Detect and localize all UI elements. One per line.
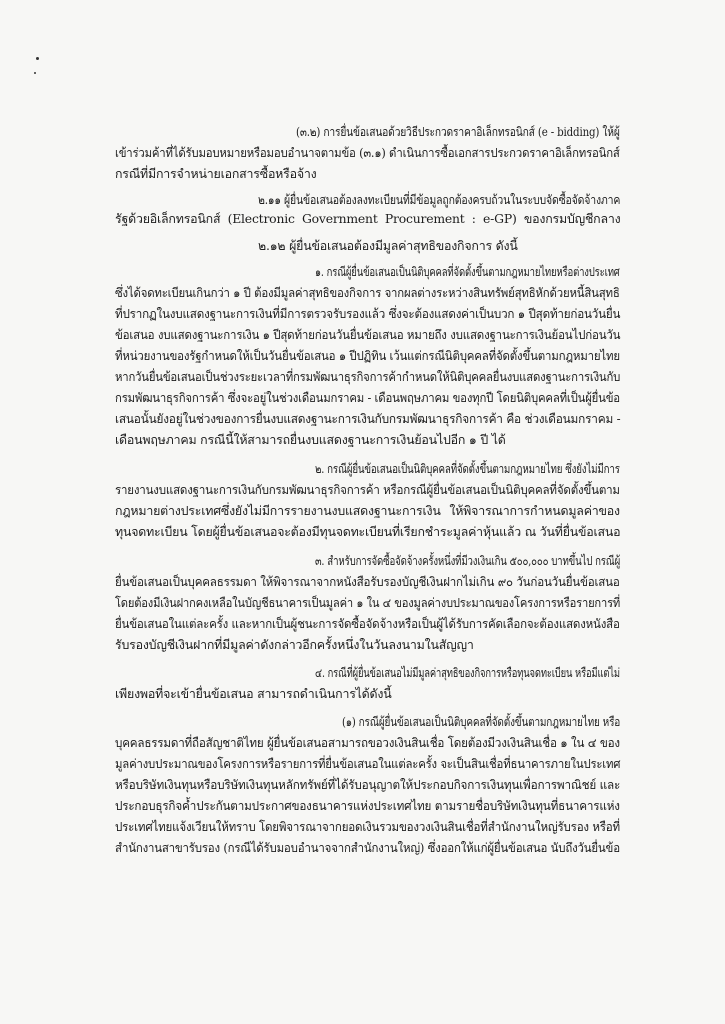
text-line: ซึ่งได้จดทะเบียนเกินกว่า ๑ ปี ต้องมีมูลค่าสุทธิของกิจการ จากผลต่างระหว่างสินทรัพย์สุทธิหักด้วยหนี้สินสุทธิ [115, 285, 620, 300]
text-line: เข้าร่วมค้าที่ได้รับมอบหมายหรือมอบอำนาจตามข้อ (๓.๑) ดำเนินการซื้อเอกสารประกวดราคาอิเล็กทรอนิกส์ [115, 145, 620, 160]
text-line: มูลค่างบประมาณของโครงการหรือรายการที่ยื่นข้อเสนอในแต่ละครั้ง จะเป็นสินเชื่อที่ธนาคารภายในประเทศ [115, 756, 621, 771]
text-line: ที่ปรากฏในงบแสดงฐานะการเงินที่มีการตรวจรับรองแล้ว ซึ่งจะต้องแสดงค่าเป็นบวก ๑ ปีสุดท้ายก่อนวันยื่น [115, 306, 621, 321]
text-line: ๒. กรณีผู้ยื่นข้อเสนอเป็นนิติบุคคลที่จัดตั้งขึ้นตามกฎหมายไทย ซึ่งยังไม่มีการ [315, 461, 620, 476]
text-line: ๒.๑๑ ผู้ยื่นข้อเสนอต้องลงทะเบียนที่มีข้อมูลถูกต้องครบถ้วนในระบบจัดซื้อจัดจ้างภาค [258, 192, 621, 207]
text-line: ประเทศไทยแจ้งเวียนให้ทราบ โดยพิจารณาจากยอดเงินรวมของวงเงินสินเชื่อที่สำนักงานใหญ่รับรอง หรือที่ [115, 819, 620, 834]
text-line: หากวันยื่นข้อเสนอเป็นช่วงระยะเวลาที่กรมพัฒนาธุรกิจการค้ากำหนดให้นิติบุคคลยื่นงบแสดงฐานะการเงินกับ [115, 369, 621, 384]
text-line: (๑) กรณีผู้ยื่นข้อเสนอเป็นนิติบุคคลที่จัดตั้งขึ้นตามกฎหมายไทย หรือ [342, 714, 621, 729]
scan-speck [34, 72, 36, 74]
text-line: ๓. สำหรับการจัดซื้อจัดจ้างครั้งหนึ่งที่มีวงเงินเกิน ๕๐๐,๐๐๐ บาทขึ้นไป กรณีผู้ [315, 553, 621, 568]
text-line: กรมพัฒนาธุรกิจการค้า ซึ่งจะอยู่ในช่วงเดือนมกราคม - เดือนพฤษภาคม ของทุกปี โดยนิติบุคคลที่เป็นผู้ยื่นข้อ [115, 390, 620, 405]
text-line: ประกอบธุรกิจค้ำประกันตามประกาศของธนาคารแห่งประเทศไทย ตามรายชื่อบริษัทเงินทุนที่ธนาคารแห่ง [115, 798, 620, 813]
text-line: ยื่นข้อเสนอเป็นบุคคลธรรมดา ให้พิจารณาจากหนังสือรับรองบัญชีเงินฝากไม่เกิน ๙๐ วันก่อนวันยื่นข้อเสนอ [115, 574, 620, 589]
text-line: บุคคลธรรมดาที่ถือสัญชาติไทย ผู้ยื่นข้อเสนอสามารถขอวงเงินสินเชื่อ โดยต้องมีวงเงินสินเชื่อ ๑ ใน ๔ ของ [115, 735, 620, 750]
text-line: รายงานงบแสดงฐานะการเงินกับกรมพัฒนาธุรกิจการค้า หรือกรณีผู้ยื่นข้อเสนอเป็นนิติบุคคลที่จัดตั้งขึ้นตาม [115, 482, 620, 497]
text-line: สำนักงานสาขารับรอง (กรณีได้รับมอบอำนาจจากสำนักงานใหญ่) ซึ่งออกให้แก่ผู้ยื่นข้อเสนอ นับถึงวันยื่นข้อ [115, 840, 620, 855]
text-line: หรือบริษัทเงินทุนหรือบริษัทเงินทุนหลักทรัพย์ที่ได้รับอนุญาตให้ประกอบกิจการเงินทุนเพื่อการพาณิชย์ และ [115, 777, 621, 792]
text-line: รัฐด้วยอิเล็กทรอนิกส์ (Electronic Government Procurement : e-GP) ของกรมบัญชีกลาง [115, 211, 621, 226]
text-line: ที่หน่วยงานของรัฐกำหนดให้เป็นวันยื่นข้อเสนอ ๑ ปีปฏิทิน เว้นแต่กรณีนิติบุคคลที่จัดตั้งขึ้นตามกฎหมายไทย [115, 348, 620, 363]
text-line: รับรองบัญชีเงินฝากที่มีมูลค่าดังกล่าวอีกครั้งหนึ่งในวันลงนามในสัญญา [115, 637, 474, 652]
text-line: ๒.๑๒ ผู้ยื่นข้อเสนอต้องมีมูลค่าสุทธิของกิจการ ดังนี้ [258, 238, 518, 253]
text-line: ยื่นข้อเสนอในแต่ละครั้ง และหากเป็นผู้ชนะการจัดซื้อจัดจ้างหรือเป็นผู้ได้รับการคัดเลือกจะต้องแสดงหนังสือ [115, 616, 620, 631]
scan-speck [36, 57, 39, 60]
text-line: ๑. กรณีผู้ยื่นข้อเสนอเป็นนิติบุคคลที่จัดตั้งขึ้นตามกฎหมายไทยหรือต่างประเทศ [315, 264, 620, 279]
text-line: กฎหมายต่างประเทศซึ่งยังไม่มีการรายงานงบแสดงฐานะการเงิน ให้พิจารณาการกำหนดมูลค่าของ [115, 503, 620, 518]
text-line: โดยต้องมีเงินฝากคงเหลือในบัญชีธนาคารเป็นมูลค่า ๑ ใน ๔ ของมูลค่างบประมาณของโครงการหรือรายการที่ [115, 595, 621, 610]
text-line: ทุนจดทะเบียน โดยผู้ยื่นข้อเสนอจะต้องมีทุนจดทะเบียนที่เรียกชำระมูลค่าหุ้นแล้ว ณ วันที่ยื่นข้อเสนอ [115, 524, 621, 539]
text-line: เพียงพอที่จะเข้ายื่นข้อเสนอ สามารถดำเนินการได้ดังนี้ [115, 686, 392, 701]
text-line: กรณีที่มีการจำหน่ายเอกสารซื้อหรือจ้าง [115, 166, 317, 181]
text-line: เสนอนั้นยังอยู่ในช่วงของการยื่นงบแสดงฐานะการเงินกับกรมพัฒนาธุรกิจการค้า คือ ช่วงเดือนมกราคม - [115, 411, 621, 426]
text-line: ข้อเสนอ งบแสดงฐานะการเงิน ๑ ปีสุดท้ายก่อนวันยื่นข้อเสนอ หมายถึง งบแสดงฐานะการเงินย้อนไปก่อนวัน [115, 327, 621, 342]
text-line: (๓.๒) การยื่นข้อเสนอด้วยวิธีประกวดราคาอิเล็กทรอนิกส์ (e - bidding) ให้ผู้ [296, 124, 620, 139]
text-line: เดือนพฤษภาคม กรณีนี้ให้สามารถยื่นงบแสดงฐานะการเงินย้อนไปอีก ๑ ปี ได้ [115, 432, 506, 447]
text-line: ๔. กรณีที่ผู้ยื่นข้อเสนอไม่มีมูลค่าสุทธิของกิจการหรือทุนจดทะเบียน หรือมีแต่ไม่ [315, 665, 620, 680]
